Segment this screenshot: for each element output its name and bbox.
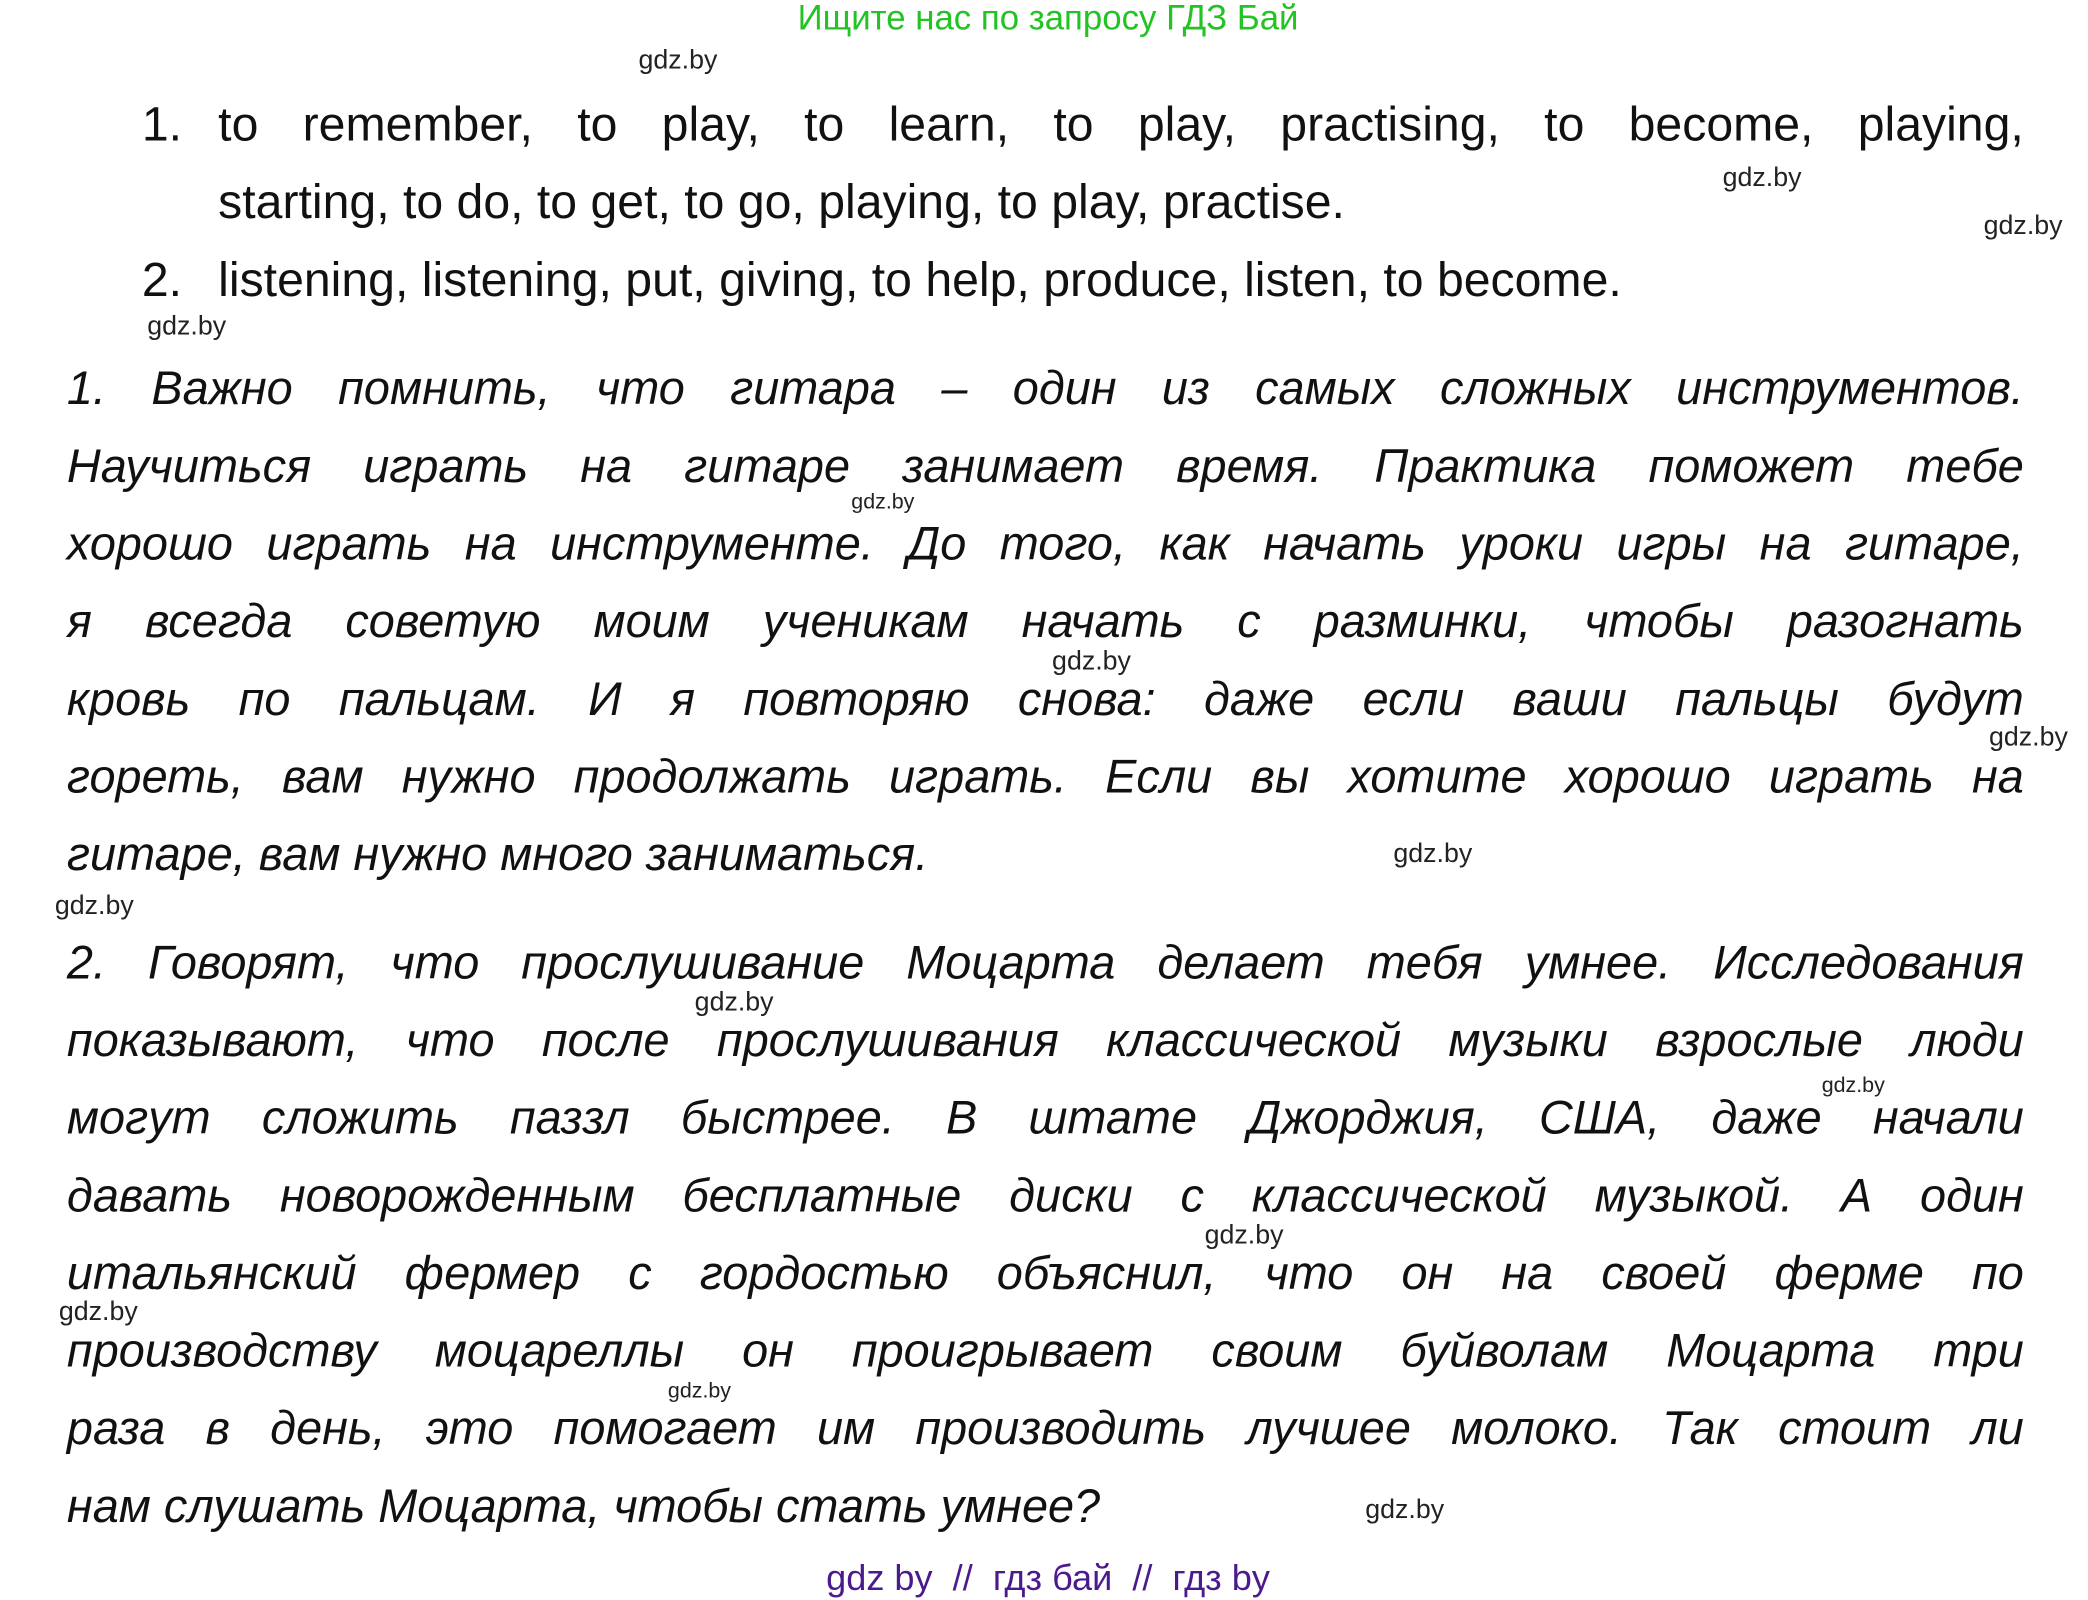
watermark: gdz.by bbox=[58, 1297, 138, 1327]
watermark: gdz.by bbox=[1052, 646, 1131, 676]
footer-links: gdz by // гдз бай // гдз by bbox=[826, 1558, 1270, 1599]
text-line: могут сложить паззл быстрее. В штате Джорджия, США, даже начали bbox=[66, 1092, 2024, 1145]
search-hint-header: Ищите нас по запросу ГДЗ Бай bbox=[797, 0, 1299, 38]
watermark: gdz.by bbox=[147, 311, 227, 342]
item-number: 2. bbox=[141, 251, 183, 307]
watermark: gdz.by bbox=[1393, 839, 1473, 869]
watermark: gdz.by bbox=[54, 891, 134, 921]
text-line: раза в день, это помогает им производить лучшее молоко. Так стоит ли bbox=[66, 1402, 2024, 1455]
watermark: gdz.by bbox=[638, 45, 718, 75]
watermark: gdz.by bbox=[1983, 211, 2063, 241]
text-line: давать новорожденным бесплатные диски с классической музыкой. А один bbox=[66, 1169, 2024, 1223]
text-line: кровь по пальцам. И я повторяю снова: даже если ваши пальцы будут bbox=[66, 673, 2024, 726]
text-line: показывают, что после прослушивания классической музыки взрослые люди bbox=[66, 1014, 2024, 1067]
watermark: gdz.by bbox=[1365, 1495, 1445, 1525]
watermark: gdz.by bbox=[1204, 1220, 1284, 1251]
text-line: гореть, вам нужно продолжать играть. Если вы хотите хорошо играть на bbox=[66, 750, 2024, 804]
text-line: Научиться играть на гитаре занимает время. Практика поможет тебе bbox=[66, 440, 2024, 493]
answer-line: to remember, to play, to learn, to play, practising, to become, playing, bbox=[218, 96, 2024, 152]
text-line: гитаре, вам нужно много заниматься. bbox=[66, 828, 929, 881]
answer-line: starting, to do, to get, to go, playing, to play, practise. bbox=[218, 174, 1345, 229]
text-line: я всегда советую моим ученикам начать с разминки, чтобы разогнать bbox=[66, 595, 2024, 648]
watermark: gdz.by bbox=[1989, 722, 2068, 753]
item-number: 1. bbox=[141, 96, 183, 152]
watermark: gdz.by bbox=[1722, 163, 1802, 193]
watermark: gdz.by bbox=[694, 987, 774, 1018]
text-line: нам слушать Моцарта, чтобы стать умнее? bbox=[66, 1480, 1101, 1533]
watermark: gdz.by bbox=[851, 491, 915, 514]
text-line: производству моцареллы он проигрывает своим буйволам Моцарта три bbox=[66, 1325, 2024, 1378]
watermark: gdz.by bbox=[1821, 1074, 1885, 1098]
answer-line: listening, listening, put, giving, to help, produce, listen, to become. bbox=[218, 251, 1622, 307]
text-line: хорошо играть на инструменте. До того, как начать уроки игры на гитаре, bbox=[66, 517, 2024, 571]
watermark: gdz.by bbox=[667, 1379, 732, 1403]
text-line: 1. Важно помнить, что гитара – один из самых сложных инструментов. bbox=[66, 362, 2024, 415]
text-line: итальянский фермер с гордостью объяснил, что он на своей ферме по bbox=[66, 1247, 2024, 1300]
text-line: 2. Говорят, что прослушивание Моцарта делает тебя умнее. Исследования bbox=[66, 936, 2024, 990]
